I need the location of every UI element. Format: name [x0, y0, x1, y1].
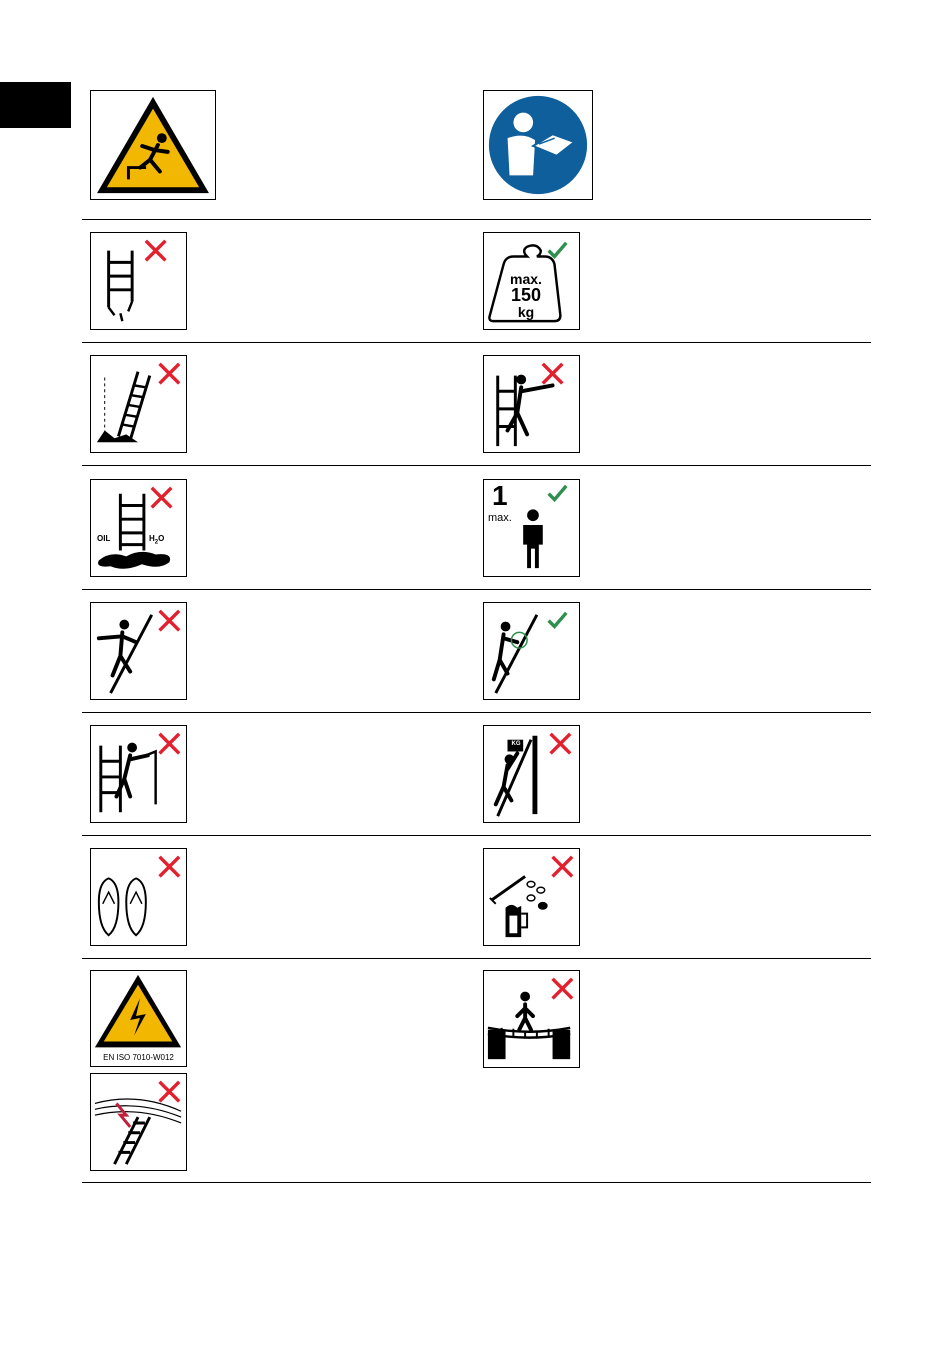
- overreach-box: [483, 355, 580, 453]
- standard-code: EN ISO 7010-W012: [103, 1053, 174, 1062]
- row-divider: [82, 958, 871, 959]
- box-label: KG: [511, 741, 521, 747]
- row-divider: [82, 835, 871, 836]
- row-divider: [82, 712, 871, 713]
- three-point-contact-icon: [484, 603, 579, 699]
- fall-hazard-warning-sign: [90, 90, 216, 200]
- row-divider: [82, 589, 871, 590]
- side-loading-icon: [91, 726, 186, 822]
- person-max-label: max.: [488, 512, 512, 524]
- three-point-contact-box: [483, 602, 580, 700]
- water-label-o: O: [158, 534, 165, 543]
- person-count: 1: [492, 480, 508, 511]
- electrical-hazard-icon: [91, 971, 186, 1066]
- drugs-alcohol-box: [483, 848, 580, 946]
- power-lines-icon: [91, 1074, 186, 1170]
- row-divider: [82, 1182, 871, 1183]
- electrical-hazard-box: [90, 970, 187, 1067]
- no-hands-box: [90, 602, 187, 700]
- section-tab: [0, 82, 71, 128]
- damaged-ladder-box: [90, 232, 187, 330]
- one-person-box: [483, 479, 580, 577]
- overreaching-icon: [484, 356, 579, 452]
- oil-label: OIL: [97, 534, 111, 543]
- unsuitable-footwear-icon: [91, 849, 186, 945]
- climbing-without-hands-icon: [91, 603, 186, 699]
- water-label: [149, 534, 164, 546]
- row-divider: [82, 342, 871, 343]
- fall-hazard-warning-icon: [91, 91, 215, 199]
- unsuitable-footwear-box: [90, 848, 187, 946]
- load-value: 150: [510, 285, 542, 305]
- uneven-ground-box: [90, 355, 187, 453]
- read-manual-sign: [483, 90, 593, 200]
- drugs-alcohol-icon: [484, 849, 579, 945]
- load-unit: kg: [517, 304, 535, 320]
- ladder-as-bridge-icon: [484, 971, 579, 1067]
- ladder-as-bridge-box: [483, 970, 580, 1068]
- carrying-load-box: [483, 725, 580, 823]
- max-load-box: [483, 232, 580, 330]
- slippery-surface-icon: [91, 480, 186, 576]
- damaged-ladder-icon: [91, 233, 186, 329]
- carrying-load-icon: [484, 726, 579, 822]
- power-lines-box: [90, 1073, 187, 1171]
- max-label: max.: [510, 271, 542, 287]
- water-label-sub: 2: [154, 539, 159, 546]
- read-manual-icon: [484, 91, 592, 199]
- uneven-ground-icon: [91, 356, 186, 452]
- row-divider: [82, 219, 871, 220]
- water-label-h: H: [149, 534, 155, 543]
- row-divider: [82, 465, 871, 466]
- slippery-surface-box: [90, 479, 187, 577]
- side-loading-box: [90, 725, 187, 823]
